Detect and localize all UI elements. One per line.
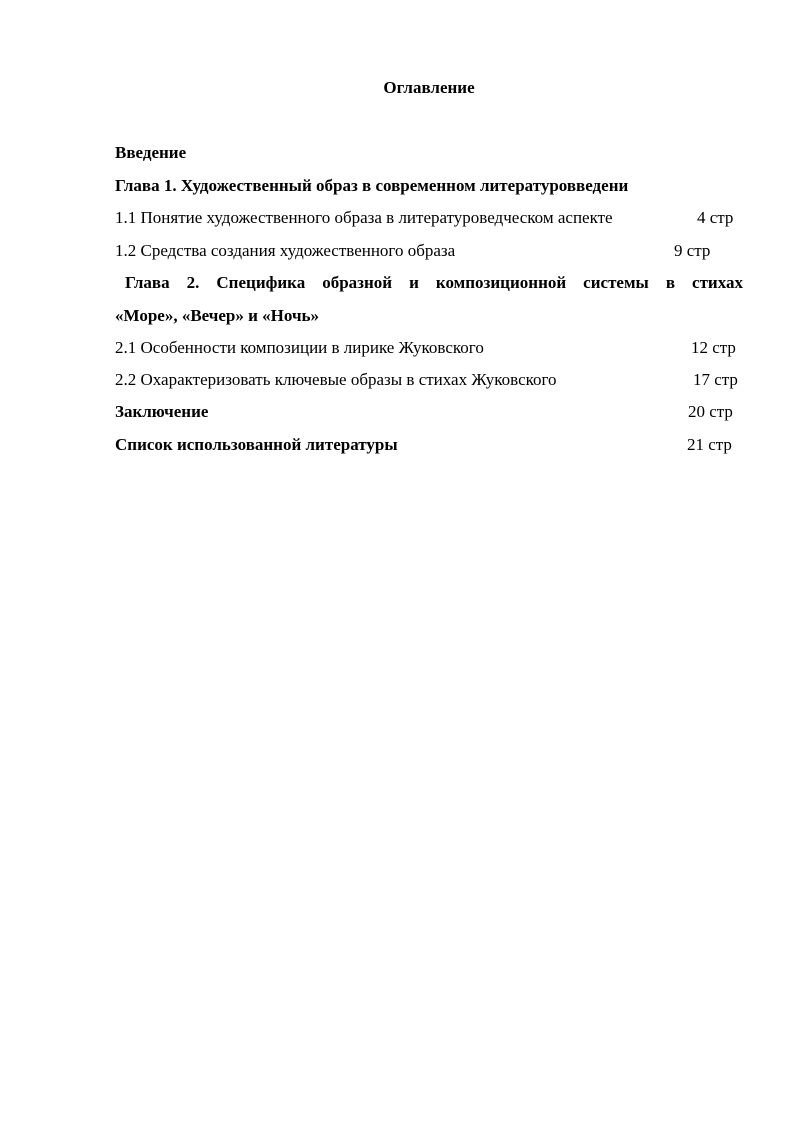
toc-entry-page: 17 стр xyxy=(693,370,738,389)
toc-title: Оглавление xyxy=(383,78,475,97)
toc-entry-page: 12 стр xyxy=(691,338,736,357)
toc-entry-bibliography xyxy=(115,433,743,457)
toc-entry-label: 2.2 Охарактеризовать ключевые образы в стихах Жуковского xyxy=(115,370,557,389)
toc-entry-page: 4 стр xyxy=(697,208,734,227)
toc-entry-label: 1.2 Средства создания художественного образа xyxy=(115,241,456,260)
toc-entry-label: «Море», «Вечер» и «Ночь» xyxy=(115,306,320,325)
toc-entry-chapter-2-line-1: Глава 2. Специфика образной и композиционной системы в стихах xyxy=(125,273,743,292)
toc-entry-1-2 xyxy=(115,239,743,263)
toc-entry-page: 9 стр xyxy=(674,241,711,260)
toc-entry-page: 21 стр xyxy=(687,435,732,454)
toc-entry-label: Заключение xyxy=(115,402,209,421)
toc-entry-page: 20 стр xyxy=(688,402,733,421)
toc-entry-label: Глава 1. Художественный образ в современном литературовведени xyxy=(115,176,629,195)
toc-entry-label: Список использованной литературы xyxy=(115,435,398,454)
toc-entry-2-2 xyxy=(115,368,743,392)
toc-entry-conclusion xyxy=(115,400,743,424)
toc-entry-label: 1.1 Понятие художественного образа в литературоведческом аспекте xyxy=(115,208,613,227)
toc-entry-2-1 xyxy=(115,336,743,360)
toc-entry-label: 2.1 Особенности композиции в лирике Жуковского xyxy=(115,338,484,357)
toc-entry-label: Введение xyxy=(115,143,187,162)
toc-entry-1-1 xyxy=(115,206,743,230)
